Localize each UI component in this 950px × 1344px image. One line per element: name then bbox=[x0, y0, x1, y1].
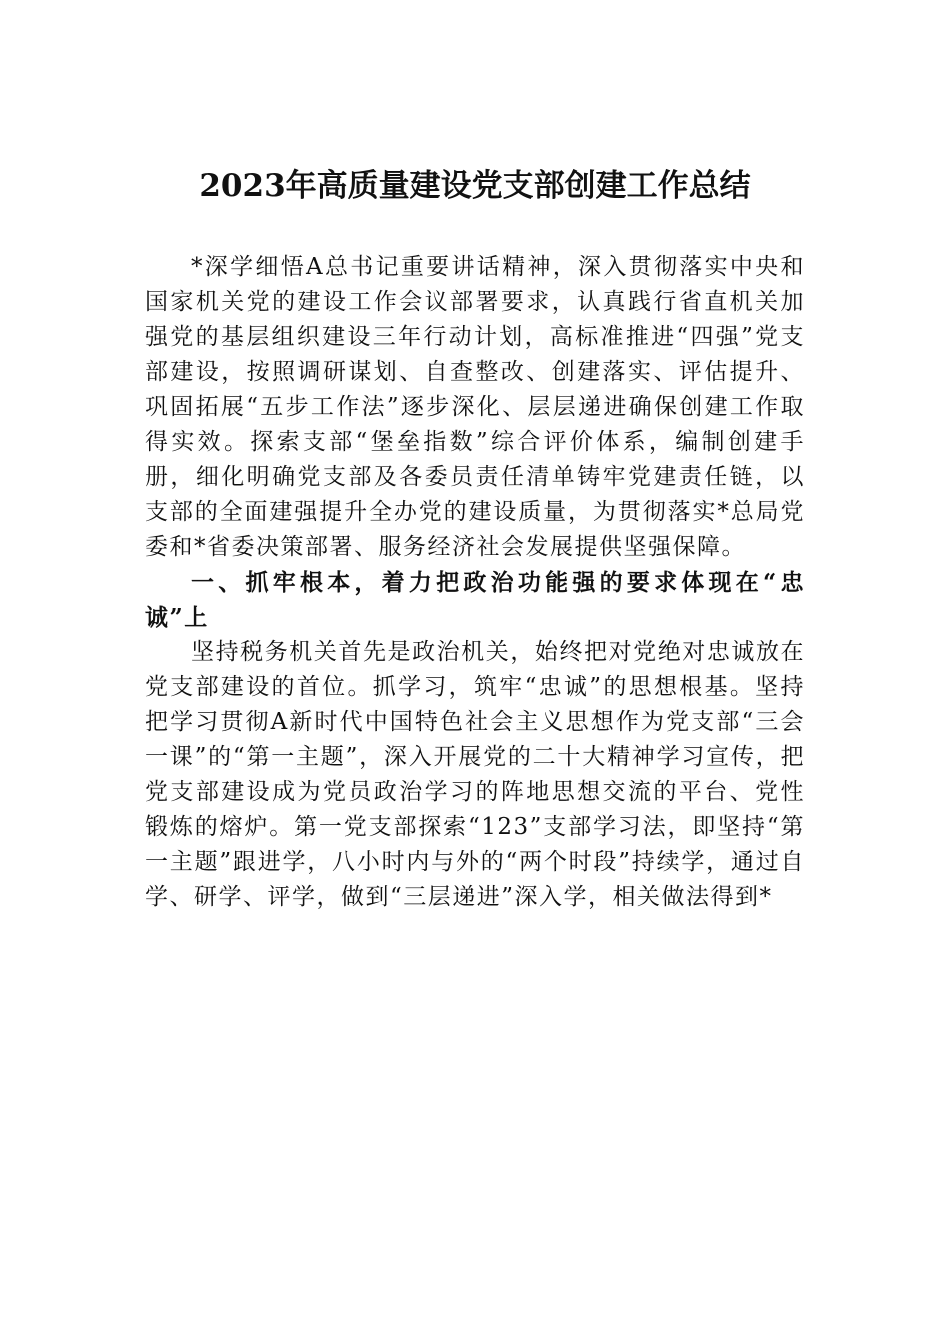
section-heading: 一、抓牢根本，着力把政治功能强的要求体现在“忠诚”上 bbox=[145, 569, 805, 631]
section-paragraph: 坚持税务机关首先是政治机关，始终把对党绝对忠诚放在党支部建设的首位。抓学习，筑牢“忠诚”的思想根基。坚持把学习贯彻A新时代中国特色社会主义思想作为党支部“三会一课”的“第一主题”，深入开展党的二十大精神学习宣传，把党支部建设成为党员政治学习的阵地思想交流的平台、党性锻炼的熔炉。第一党支部探索“123”支部学习法，即坚持“第一主题”跟进学，八小时内与外的“两个时段”持续学，通过自学、研学、评学，做到“三层递进”深入学，相关做法得到* bbox=[145, 639, 805, 910]
document-title: 2023年高质量建设党支部创建工作总结 bbox=[199, 168, 751, 204]
document-body bbox=[145, 160, 805, 915]
intro-paragraph: *深学细悟A总书记重要讲话精神，深入贯彻落实中央和国家机关党的建设工作会议部署要求，认真践行省直机关加强党的基层组织建设三年行动计划，高标准推进“四强”党支部建设，按照调研谋划、自查整改、创建落实、评估提升、巩固拓展“五步工作法”逐步深化、层层递进确保创建工作取得实效。探索支部“堡垒指数”综合评价体系，编制创建手册，细化明确党支部及各委员责任清单铸牢党建责任链，以支部的全面建强提升全办党的建设质量，为贯彻落实*总局党委和*省委决策部署、服务经济社会发展提供坚强保障。 bbox=[145, 254, 805, 560]
